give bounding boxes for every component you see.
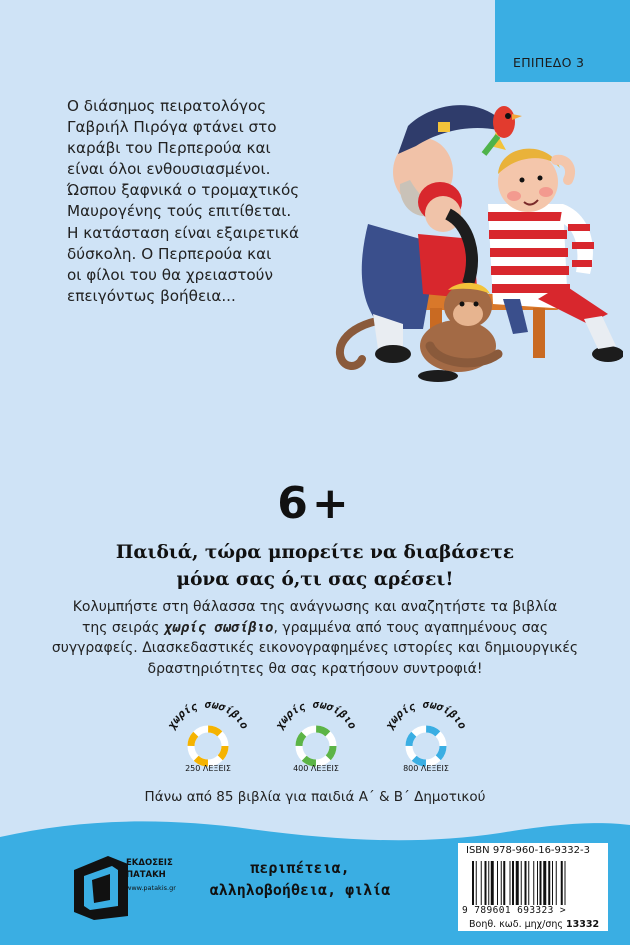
machine-code — [469, 919, 599, 930]
badge-words: 800 ΛΕΞΕΙΣ — [403, 764, 449, 773]
barcode-bar — [488, 861, 489, 905]
publisher-name: ΕΚΔΟΣΕΙΣ — [126, 858, 173, 868]
barcode-bar — [521, 861, 522, 905]
barcode-bar — [548, 861, 550, 905]
tagline — [200, 857, 400, 901]
publisher-site: www.patakis.gr — [126, 884, 176, 892]
barcode-bar — [561, 861, 563, 905]
blurb-line: δύσκολη. Ο Περπερούα και — [67, 244, 272, 263]
tagline-line: αλληλοβοήθεια, φιλία — [209, 881, 391, 899]
level-tab — [495, 0, 630, 82]
publisher-logo-icon — [72, 850, 130, 922]
description-line: Κολυμπήστε στη θάλασσα της ανάγνωσης και αναζητήστε τα βιβλία — [72, 599, 558, 615]
barcode-bar — [537, 861, 538, 905]
barcode-bar — [512, 861, 514, 905]
barcode-bar — [525, 861, 527, 905]
barcode-bar — [533, 861, 534, 905]
level-badge-400 — [260, 700, 370, 774]
barcode-bar — [497, 861, 498, 905]
barcode-bar — [481, 861, 482, 905]
badge-title: χωρίς σωσίβιο — [164, 700, 252, 732]
headline-line: μόνα σας ό,τι σας αρέσει! — [176, 569, 454, 590]
barcode-bar — [556, 861, 557, 905]
publisher-name: ΠΑΤΑΚΗ — [126, 870, 166, 880]
barcode-bar — [501, 861, 502, 905]
series-description — [0, 597, 630, 679]
blurb-line: Μαυρογένης τούς επιτίθεται. — [67, 202, 292, 221]
isbn-label: ISBN 978-960-16-9332-3 — [466, 845, 590, 856]
level-label: ΕΠΙΠΕΔΟ 3 — [513, 55, 585, 70]
barcode-bar — [540, 861, 542, 905]
blurb-line: είναι όλοι ενθουσιασμένοι. — [67, 160, 271, 179]
barcode-bar — [476, 861, 477, 905]
barcode-bar — [472, 861, 474, 905]
headline-line: Παιδιά, τώρα μπορείτε να διαβάσετε — [115, 542, 515, 563]
blurb-line: οι φίλοι του θα χρειαστούν — [67, 265, 273, 284]
level-badge-800 — [370, 700, 480, 774]
barcode-bar — [552, 861, 553, 905]
barcode-bar — [491, 861, 494, 905]
level-badge-250 — [152, 700, 262, 774]
blurb-line: επειγόντως βοήθεια... — [67, 286, 236, 305]
blurb-line: Ο διάσημος πειρατολόγος — [67, 97, 267, 115]
badge-title: χωρίς σωσίβιο — [272, 700, 360, 732]
machine-code-label: Βοηθ. κωδ. μηχ/σης — [469, 919, 566, 930]
barcode-bar — [516, 861, 519, 905]
description-line: δραστηριότητες θα σας κρατήσουν συντροφιά! — [147, 660, 483, 677]
barcode-bar — [528, 861, 529, 905]
badge-words: 250 ΛΕΞΕΙΣ — [185, 764, 231, 773]
description-text: , γραμμένα από τους αγαπημένους σας — [273, 619, 549, 636]
blurb-line: Η κατάσταση είναι εξαιρετικά — [67, 223, 299, 242]
tagline-line: περιπέτεια, — [250, 859, 350, 877]
pirates-illustration — [328, 84, 623, 384]
barcode-bar — [503, 861, 505, 905]
description-line — [0, 618, 630, 639]
barcode-bar — [510, 861, 511, 905]
barcode-icon — [470, 861, 598, 907]
blurb-text — [67, 96, 357, 307]
blurb-line: Γαβριήλ Πιρόγα φτάνει στο — [67, 118, 277, 137]
barcode-bar — [565, 861, 566, 905]
age-label: 6+ — [277, 478, 353, 529]
badge-title: χωρίς σωσίβιο — [382, 700, 470, 732]
isbn-digits: 9 789601 693323 > — [462, 905, 567, 916]
series-name: χωρίς σωσίβιο — [163, 619, 274, 636]
barcode-bar — [543, 861, 546, 905]
blurb-line: Ώσπου ξαφνικά ο τρομαχτικός — [67, 181, 300, 200]
headline — [0, 539, 630, 593]
machine-code-value: 13332 — [566, 919, 600, 930]
blurb-line: καράβι του Περπερούα και — [67, 139, 271, 158]
badge-words: 400 ΛΕΞΕΙΣ — [293, 764, 339, 773]
description-line: συγγραφείς. Διασκεδαστικές εικονογραφημένες ιστορίες και δημιουργικές — [51, 640, 579, 657]
barcode-bar — [485, 861, 487, 905]
more-books-text: Πάνω από 85 βιβλία για παιδιά Α΄ & Β΄ Δημοτικού — [144, 789, 486, 805]
description-text: της σειράς — [81, 619, 164, 636]
